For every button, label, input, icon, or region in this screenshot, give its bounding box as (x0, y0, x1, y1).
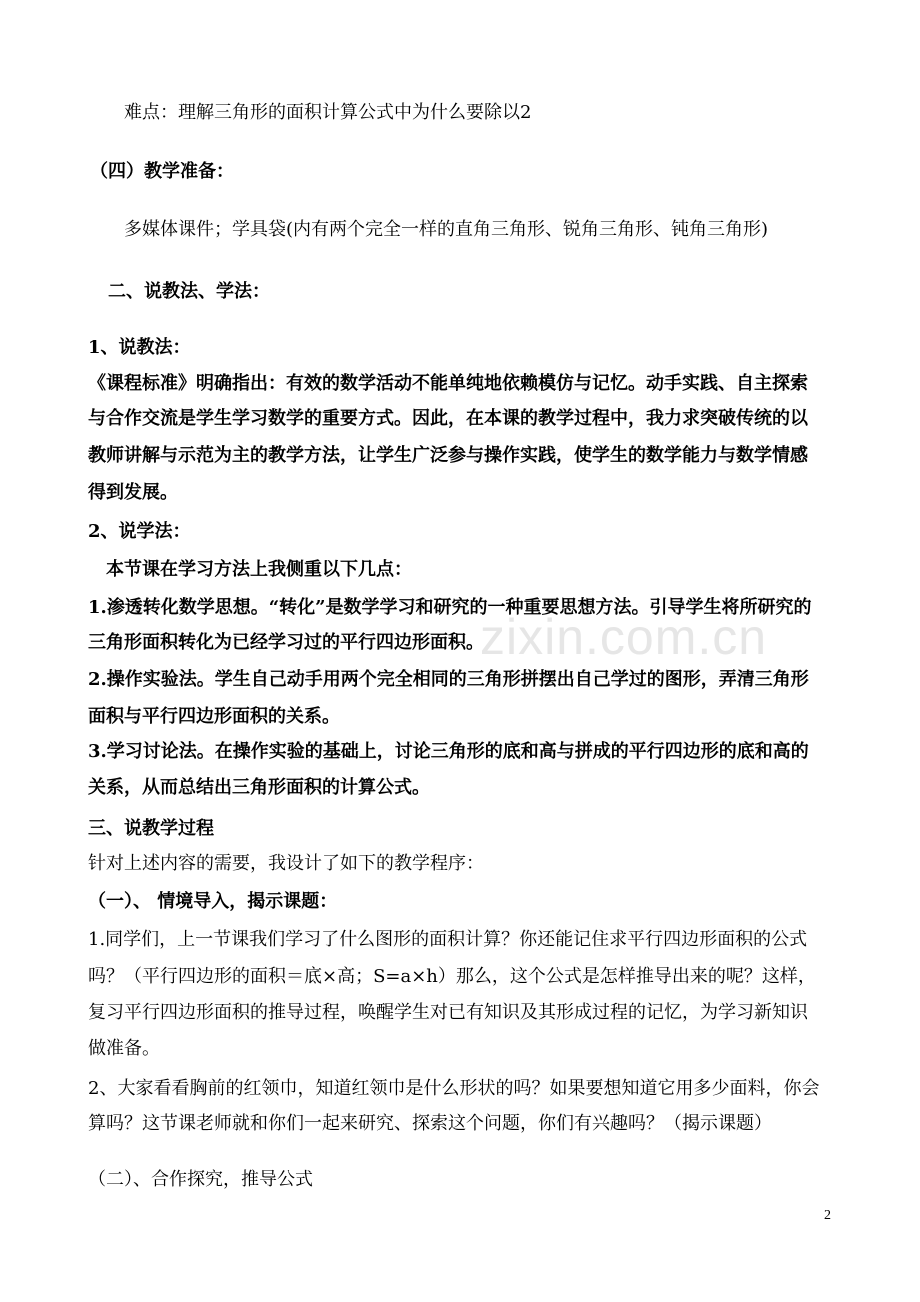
section-heading: 二、说教法、学法： (108, 281, 270, 302)
paragraph-line: 1.渗透转化数学思想。“转化”是数学学习和研究的一种重要思想方法。引导学生将所研究的 (88, 597, 812, 618)
paragraph-line: 2、大家看看胸前的红领巾，知道红领巾是什么形状的吗？如果要想知道它用多少面料，你会 (88, 1078, 820, 1099)
paragraph-line: 《课程标准》明确指出：有效的数学活动不能单纯地依赖模仿与记忆。动手实践、自主探索 (88, 373, 808, 394)
paragraph-line: 多媒体课件；学具袋(内有两个完全一样的直角三角形、锐角三角形、钝角三角形) (124, 219, 769, 240)
paragraph-line: 与合作交流是学生学习数学的重要方式。因此，在本课的教学过程中，我力求突破传统的以 (88, 408, 808, 429)
paragraph-line: 做准备。 (88, 1038, 160, 1059)
paragraph-line: 3.学习讨论法。在操作实验的基础上，讨论三角形的底和高与拼成的平行四边形的底和高的 (88, 741, 809, 762)
paragraph-line: 面积与平行四边形面积的关系。 (88, 706, 340, 727)
subsection-heading: （二）、合作探究，推导公式 (88, 1169, 313, 1190)
subsection-heading: 2、说学法： (88, 521, 191, 542)
paragraph-line: 三角形面积转化为已经学习过的平行四边形面积。 (88, 632, 484, 653)
watermark: zixin.com.cn (480, 609, 768, 665)
subsection-heading: 1、说教法： (88, 337, 191, 358)
paragraph-line: 1.同学们，上一节课我们学习了什么图形的面积计算？你还能记住求平行四边形面积的公式 (88, 929, 808, 950)
paragraph-line: 关系，从而总结出三角形面积的计算公式。 (88, 777, 430, 798)
subsection-heading: （一）、 情境导入，揭示课题： (88, 891, 338, 912)
section-heading: （四）教学准备： (90, 161, 234, 182)
paragraph-line: 本节课在学习方法上我侧重以下几点： (106, 559, 412, 580)
paragraph-line: 复习平行四边形面积的推导过程，唤醒学生对已有知识及其形成过程的记忆，为学习新知识 (88, 1002, 808, 1023)
paragraph-line: 得到发展。 (88, 482, 178, 503)
difficulty-line: 难点：理解三角形的面积计算公式中为什么要除以2 (124, 102, 532, 123)
paragraph-line: 2.操作实验法。学生自己动手用两个完全相同的三角形拼摆出自己学过的图形，弄清三角形 (88, 669, 809, 690)
paragraph-line: 吗？（平行四边形的面积＝底×高；S=a×h）那么，这个公式是怎样推导出来的呢？这样， (88, 966, 816, 987)
paragraph-line: 算吗？这节课老师就和你们一起来研究、探索这个问题，你们有兴趣吗？（揭示课题） (88, 1113, 772, 1134)
paragraph-line: 教师讲解与示范为主的教学方法，让学生广泛参与操作实践，使学生的数学能力与数学情感 (88, 445, 808, 466)
paragraph-line: 针对上述内容的需要，我设计了如下的教学程序： (88, 853, 484, 874)
page-number: 2 (824, 1208, 831, 1223)
section-heading: 三、说教学过程 (88, 818, 214, 839)
